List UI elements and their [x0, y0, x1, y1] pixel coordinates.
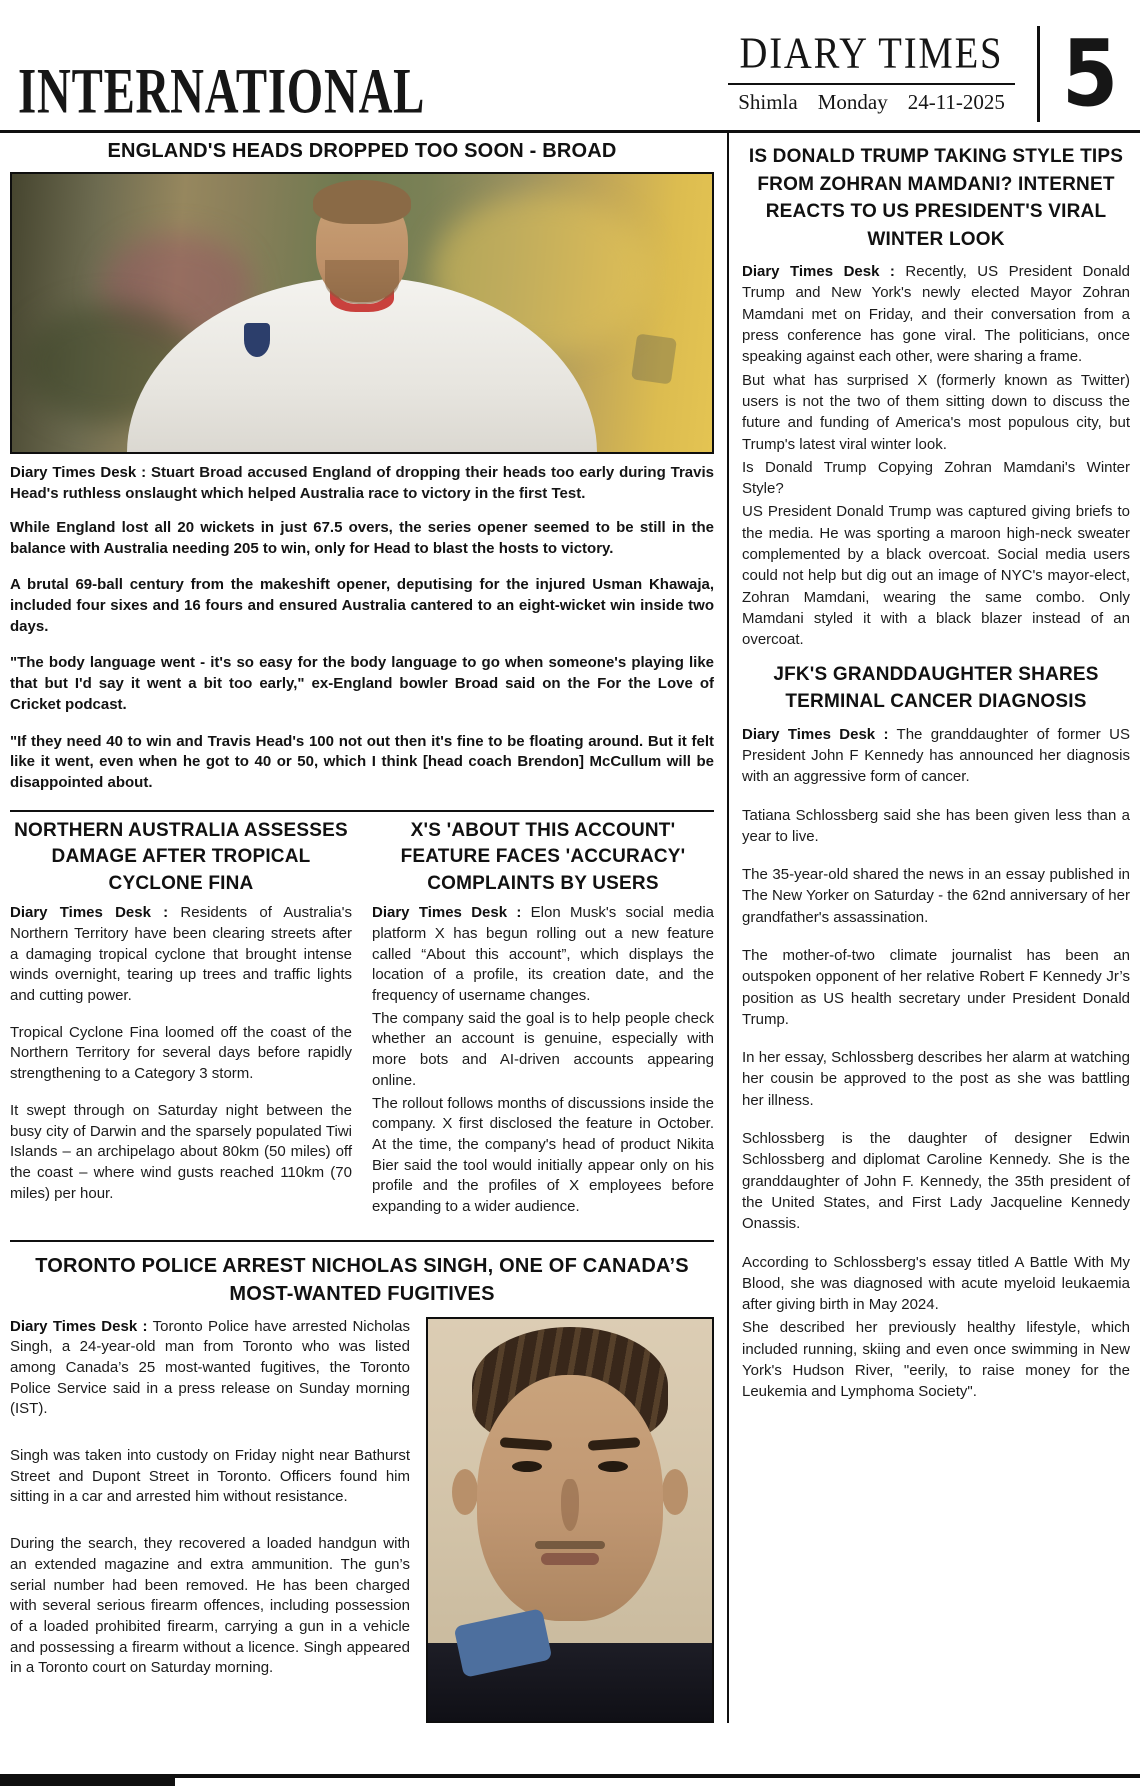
- right-column: [742, 133, 1130, 1723]
- paragraph: The company said the goal is to help people check whether an account is genuine, especially with more bots and AI-driven accounts appearing online.: [372, 1009, 714, 1089]
- article-trump-body: [742, 261, 1130, 650]
- mugshot-mouth: [541, 1553, 599, 1565]
- article-england-body: [10, 518, 714, 794]
- article-toronto-headline: TORONTO POLICE ARREST NICHOLAS SINGH, ONE OF CANADA’S MOST-WANTED FUGITIVES: [35, 1254, 689, 1305]
- desk-label: Diary Times Desk :: [10, 904, 169, 922]
- desk-label: Diary Times Desk :: [742, 725, 889, 743]
- paragraph: Schlossberg is the daughter of designer Edwin Schlossberg and diplomat Caroline Kennedy. She is the granddaughter of John F. Kennedy, the 35th president of the United States, and First Lady Jacqueline Kennedy Onassis.: [742, 1130, 1130, 1233]
- article-x-feature: [372, 818, 714, 1234]
- article-jfk-headline: JFK'S GRANDDAUGHTER SHARES TERMINAL CANCER DIAGNOSIS: [773, 663, 1099, 713]
- paragraph: [742, 724, 1130, 788]
- article-toronto: [10, 1248, 714, 1723]
- paragraph: The 35-year-old shared the news in an essay published in The New Yorker on Saturday - the 62nd anniversary of her grandfather's assassination.: [742, 866, 1130, 926]
- article-trump-headline: IS DONALD TRUMP TAKING STYLE TIPS FROM ZOHRAN MAMDANI? INTERNET REACTS TO US PRESIDENT'S VIRAL WINTER LOOK: [748, 146, 1124, 250]
- paragraph: Tropical Cyclone Fina loomed off the coast of the Northern Territory for several days before rapidly strengthening to a Category 3 storm.: [10, 1023, 352, 1083]
- caption-label: Diary Times Desk :: [10, 464, 147, 481]
- paragraph: It swept through on Saturday night between the busy city of Darwin and the sparsely populated Tiwi Islands – an archipelago about 80km (50 miles) off the coast – where wind gusts reached 110km (70 miles) per hour.: [10, 1101, 352, 1202]
- paragraph: In her essay, Schlossberg describes her alarm at watching her cousin be approved to the post as she was battling her illness.: [742, 1049, 1130, 1109]
- lead-text: The granddaughter of former US President John F Kennedy has announced her diagnosis with an aggressive form of cancer.: [742, 725, 1130, 786]
- article-england-headline: ENGLAND'S HEADS DROPPED TOO SOON - BROAD: [107, 140, 617, 162]
- page-number: 5: [1061, 19, 1119, 127]
- article-toronto-body: [10, 1317, 410, 1723]
- page-number-divider: [1037, 26, 1040, 122]
- article-x-feature-body: [372, 903, 714, 1217]
- masthead-group: [728, 19, 1122, 127]
- paragraph: Tatiana Schlossberg said she has been given less than a year to live.: [742, 806, 1130, 845]
- masthead-rule: [728, 83, 1015, 85]
- lead-text: Residents of Australia's Northern Territory have been clearing streets after a damaging tropical cyclone that brought intense winds overnight, tearing up trees and traffic lights and cutting power.: [10, 904, 352, 1005]
- desk-label: Diary Times Desk :: [372, 904, 522, 922]
- mugshot-moustache: [535, 1541, 605, 1549]
- photo-caption: [10, 462, 714, 504]
- cricketer-photo-background: [12, 174, 712, 452]
- paragraph: US President Donald Trump was captured giving briefs to the media. He was sporting a maroon high-neck sweater complemented by a black overcoat. Social media users could not help but dig out an image of NYC's mayor-elect, Zohran Mamdani, wearing the same combo. Only Mamdani styled it with a black blazer instead of an overcoat.: [742, 503, 1130, 649]
- section-rule: [10, 1240, 714, 1242]
- mugshot-eye: [598, 1461, 628, 1472]
- dateline-date: 24-11-2025: [907, 89, 1005, 114]
- paragraph: But what has surprised X (formerly known as Twitter) users is not the two of them sitting down to discuss the future and funding of America's most populous city, but Trump's latest viral winter look.: [742, 371, 1130, 453]
- paragraph: A brutal 69-ball century from the makeshift opener, deputising for the injured Usman Khawaja, included four sixes and 16 fours and ensured Australia cantered to an eight-wicket win inside two days.: [10, 576, 714, 635]
- paragraph: "The body language went - it's so easy for the body language to go when someone's playing like that but I'd say it went a bit too early," ex-England bowler Broad said on the For the Love of Cricket podcast.: [10, 654, 714, 713]
- masthead-block: [728, 29, 1015, 115]
- sponsor-mark: [631, 333, 677, 384]
- article-toronto-content: [10, 1317, 714, 1723]
- england-crest: [244, 323, 270, 357]
- fugitive-mugshot-photo: [426, 1317, 714, 1723]
- desk-label: Diary Times Desk :: [10, 1317, 148, 1335]
- dateline-day: Monday: [817, 89, 888, 114]
- footer-stub: [0, 1777, 175, 1786]
- section-title: INTERNATIONAL: [18, 55, 426, 127]
- paragraph: [10, 903, 352, 1006]
- paragraph: "If they need 40 to win and Travis Head's 100 not out then it's fine to be floating around. But it felt like it went, even when he got to 40 or 50, which I think [head coach Brendon] McCullum will be disappointed about.: [10, 732, 714, 791]
- cricketer-beard: [325, 260, 399, 304]
- mugshot-ear: [662, 1469, 688, 1515]
- paragraph: [372, 903, 714, 1006]
- caption-text: Stuart Broad accused England of dropping their heads too early during Travis Head's ruthless onslaught which helped Australia race to victory in the first Test.: [10, 464, 714, 502]
- article-trump: [742, 143, 1130, 651]
- paragraph: The rollout follows months of discussions inside the company. X first disclosed the feature in October. At the time, the company's head of product Nikita Bier said the tool would initially appear only on his profile and the profiles of X employees before expanding to a wider audience.: [372, 1094, 714, 1215]
- cricketer-hair: [313, 180, 411, 224]
- article-jfk-body: [742, 724, 1130, 1403]
- paragraph: The mother-of-two climate journalist has been an outspoken opponent of her relative Robert F Kennedy Jr’s position as US health secretary under President Donald Trump.: [742, 947, 1130, 1028]
- desk-label: Diary Times Desk :: [742, 263, 895, 281]
- lead-text: Recently, US President Donald Trump and New York's newly elected Mayor Zohran Mamdani met on Friday, and their conversation from a press conference has gone viral. The politicians, once speaking against each other, were sharing a frame.: [742, 263, 1130, 366]
- paragraph: [742, 261, 1130, 367]
- page-header: [0, 0, 1140, 130]
- article-cyclone-headline: NORTHERN AUSTRALIA ASSESSES DAMAGE AFTER TROPICAL CYCLONE FINA: [14, 819, 348, 894]
- article-jfk: [742, 661, 1130, 1403]
- column-divider: [727, 133, 729, 1723]
- paragraph: During the search, they recovered a loaded handgun with an extended magazine and extra ammunition. The gun’s serial number had been removed. He has been charged with several serious firearm offences, including possession of a loaded prohibited firearm, carrying a gun in a vehicle and possessing a firearm without a licence. Singh appeared in a Toronto court on Saturday morning.: [10, 1535, 410, 1677]
- paragraph: According to Schlossberg's essay titled A Battle With My Blood, she was diagnosed with acute myeloid leukaemia after giving birth in May 2024.: [742, 1253, 1130, 1314]
- main-content: [0, 133, 1140, 1723]
- article-x-feature-headline: X'S 'ABOUT THIS ACCOUNT' FEATURE FACES 'ACCURACY' COMPLAINTS BY USERS: [400, 819, 686, 894]
- paragraph: While England lost all 20 wickets in just 67.5 overs, the series opener seemed to be still in the balance with Australia needing 205 to win, only for Head to blast the hosts to victory.: [10, 519, 714, 557]
- mugshot-eye: [512, 1461, 542, 1472]
- dateline-location: Shimla: [738, 89, 798, 114]
- paragraph: Is Donald Trump Copying Zohran Mamdani's Winter Style?: [742, 458, 1130, 498]
- middle-articles-row: [10, 818, 714, 1234]
- article-england: [10, 133, 714, 794]
- paragraph: She described her previously healthy lifestyle, which included running, skiing and even once swimming in New York's Hudson River, "eerily, to raise money for the Leukemia and Lymphoma Society".: [742, 1319, 1130, 1401]
- mugshot-ear: [452, 1469, 478, 1515]
- cricketer-photo: [10, 172, 714, 454]
- dateline: [728, 90, 1015, 115]
- lead-text: Toronto Police have arrested Nicholas Singh, a 24-year-old man from Toronto who was listed among Canada’s 25 most-wanted fugitives, the Toronto Police Service said in a press release on Sunday morning (IST).: [10, 1317, 411, 1418]
- section-rule: [10, 810, 714, 812]
- article-cyclone-body: [10, 903, 352, 1204]
- mugshot-nose: [561, 1479, 579, 1531]
- paragraph: Singh was taken into custody on Friday night near Bathurst Street and Dupont Street in Toronto. Officers found him sitting in a car and arrested him without resistance.: [10, 1447, 410, 1506]
- paragraph: [10, 1317, 410, 1420]
- left-column: [10, 133, 714, 1723]
- lead-text: Elon Musk's social media platform X has begun rolling out a new feature called “About this account”, which displays the location of a profile, its creation date, and the frequency of username changes.: [372, 904, 714, 1005]
- masthead-title: DIARY TIMES: [739, 29, 1004, 78]
- article-cyclone: [10, 818, 352, 1234]
